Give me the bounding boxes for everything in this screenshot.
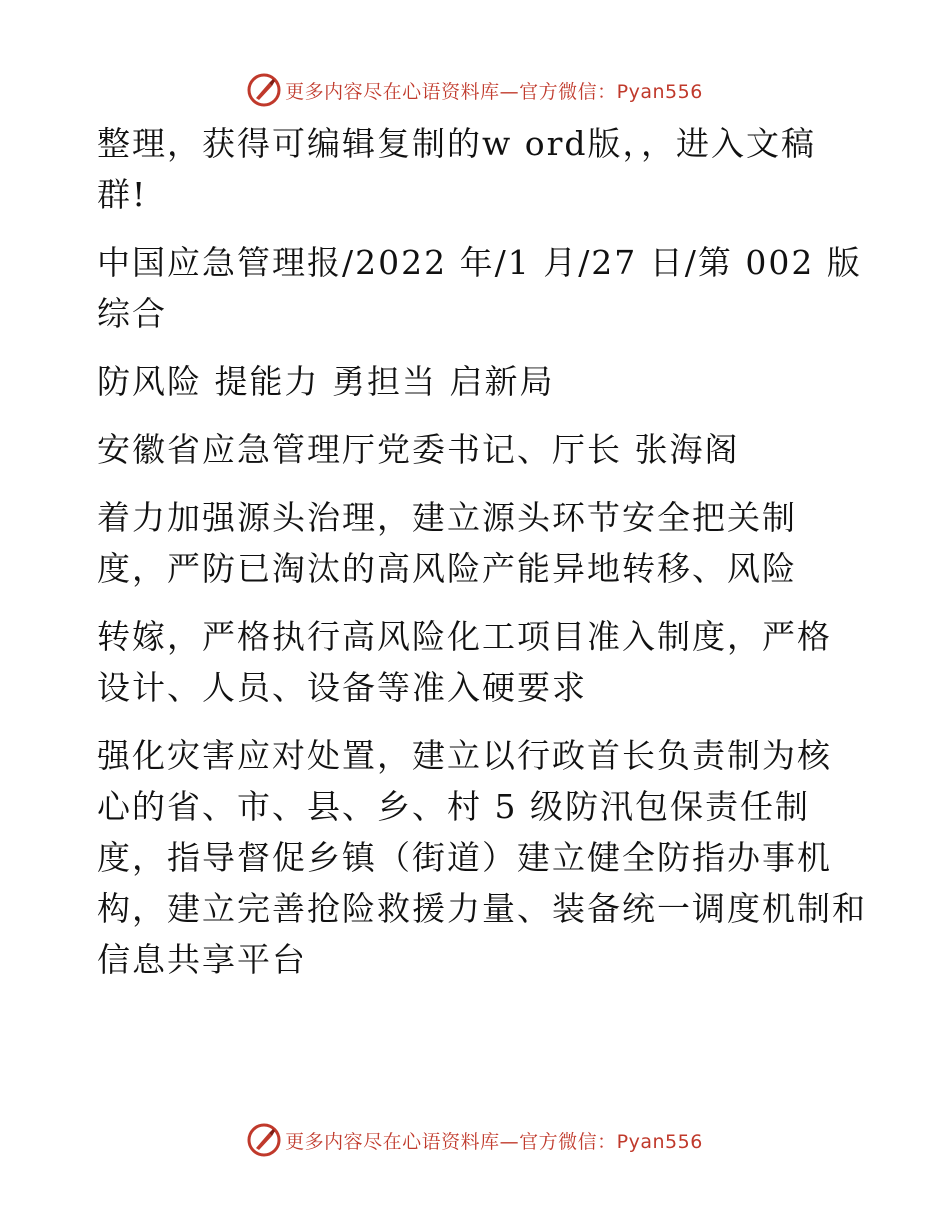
pen-logo-icon — [247, 1123, 281, 1157]
text-line: 着力加强源头治理，建立源头环节安全把关制 — [97, 498, 797, 537]
text-line: 构，建立完善抢险救援力量、装备统一调度机制和 — [97, 889, 867, 928]
document-body — [97, 118, 897, 985]
text-line: 信息共享平台 — [97, 940, 307, 979]
text-line: 综合 — [97, 294, 167, 333]
footer-watermark — [0, 1120, 950, 1160]
text-line: 度，严防已淘汰的高风险产能异地转移、风险 — [97, 549, 797, 588]
text-line: 群! — [97, 175, 148, 214]
article-title: 防风险 提能力 勇担当 启新局 — [97, 362, 555, 401]
text-line: 转嫁，严格执行高风险化工项目准入制度，严格 — [97, 617, 832, 656]
text-line: 度，指导督促乡镇（街道）建立健全防指办事机 — [97, 838, 832, 877]
pen-logo-icon — [247, 73, 281, 107]
text-line: 强化灾害应对处置，建立以行政首长负责制为核 — [97, 736, 832, 775]
header-watermark — [0, 70, 950, 110]
watermark-text: 更多内容尽在心语资料库—官方微信：Pyan556 — [285, 1130, 703, 1153]
text-line: 心的省、市、县、乡、村 5 级防汛包保责任制 — [97, 787, 810, 826]
text-line: 中国应急管理报/2022 年/1 月/27 日/第 002 版 — [97, 243, 862, 282]
article-author: 安徽省应急管理厅党委书记、厅长 张海阁 — [97, 430, 740, 469]
text-line: 整理，获得可编辑复制的w ord版，，进入文稿 — [97, 124, 817, 163]
watermark-text: 更多内容尽在心语资料库—官方微信：Pyan556 — [285, 80, 703, 103]
text-line: 设计、人员、设备等准入硬要求 — [97, 668, 587, 707]
